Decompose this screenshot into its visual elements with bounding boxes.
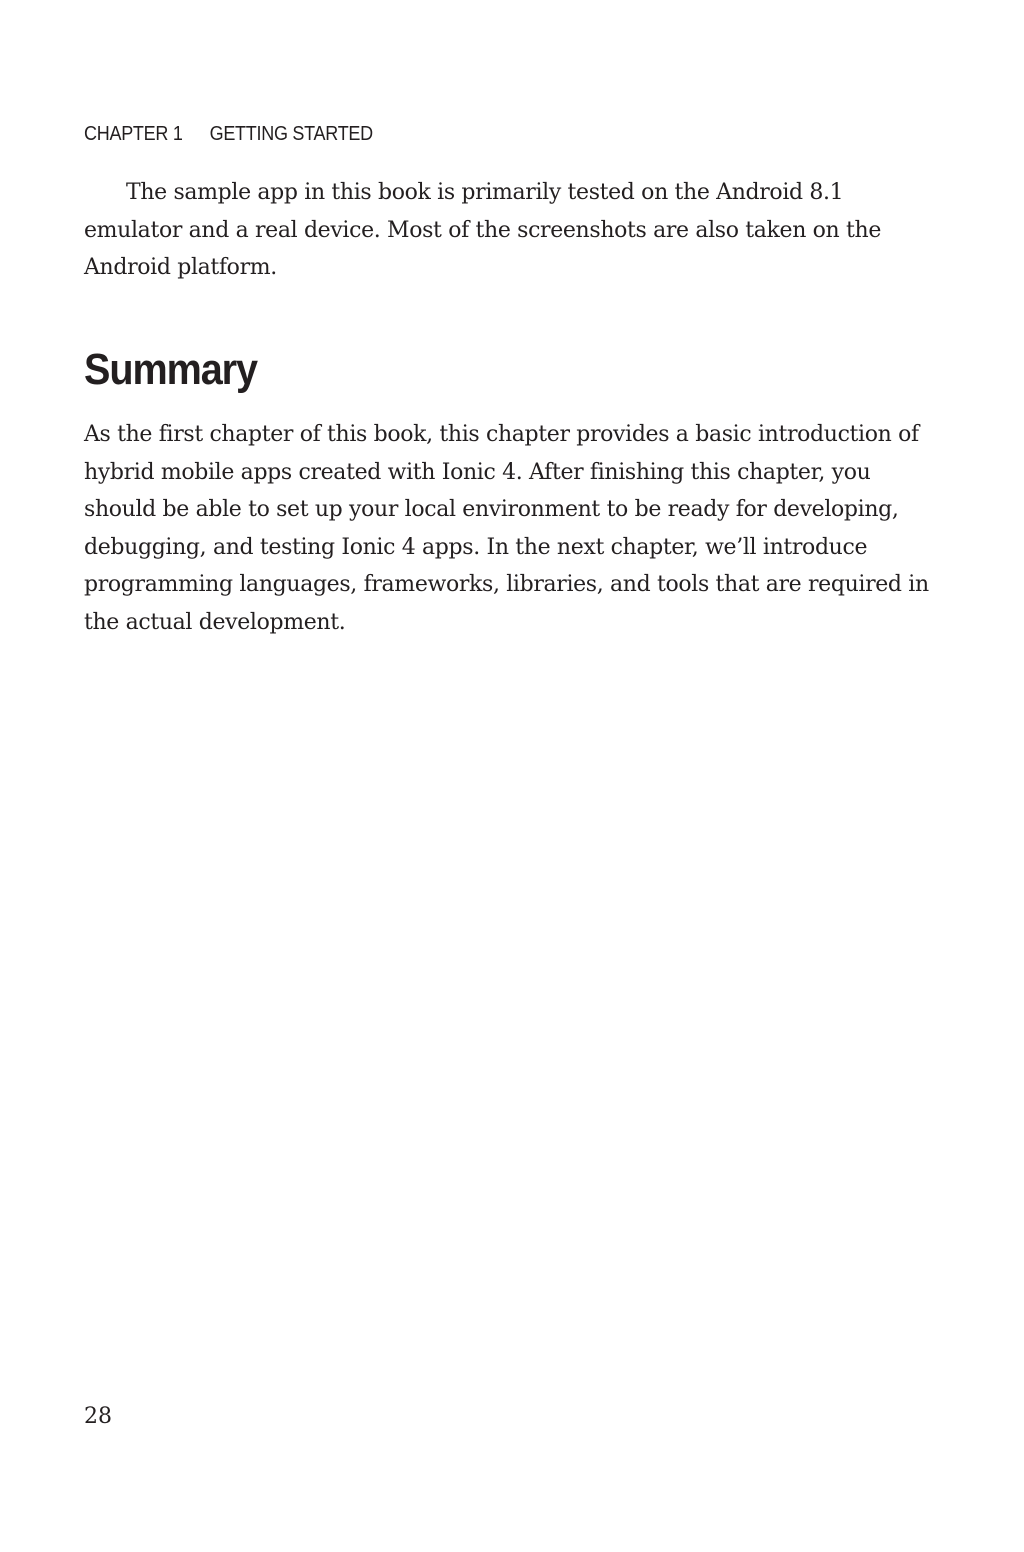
- summary-paragraph: As the first chapter of this book, this chapter provides a basic introduction of hybrid mobile apps created with Ionic 4. After finishing this chapter, you should be able to set up your local environment to be ready for developing, debugging, and testing Ionic 4 apps. In the next chapter, we’ll introduce programming languages, frameworks, libraries, and tools that are required in the actual development.: [84, 422, 929, 635]
- running-header: [84, 120, 373, 148]
- section-heading: Summary: [84, 345, 257, 394]
- chapter-title: GETTING STARTED: [209, 123, 373, 145]
- chapter-label: CHAPTER 1: [84, 123, 183, 145]
- intro-paragraph: The sample app in this book is primarily tested on the Android 8.1 emulator and a real device. Most of the screenshots are also taken on the Android platform.: [84, 180, 881, 280]
- page-number: 28: [84, 1404, 112, 1429]
